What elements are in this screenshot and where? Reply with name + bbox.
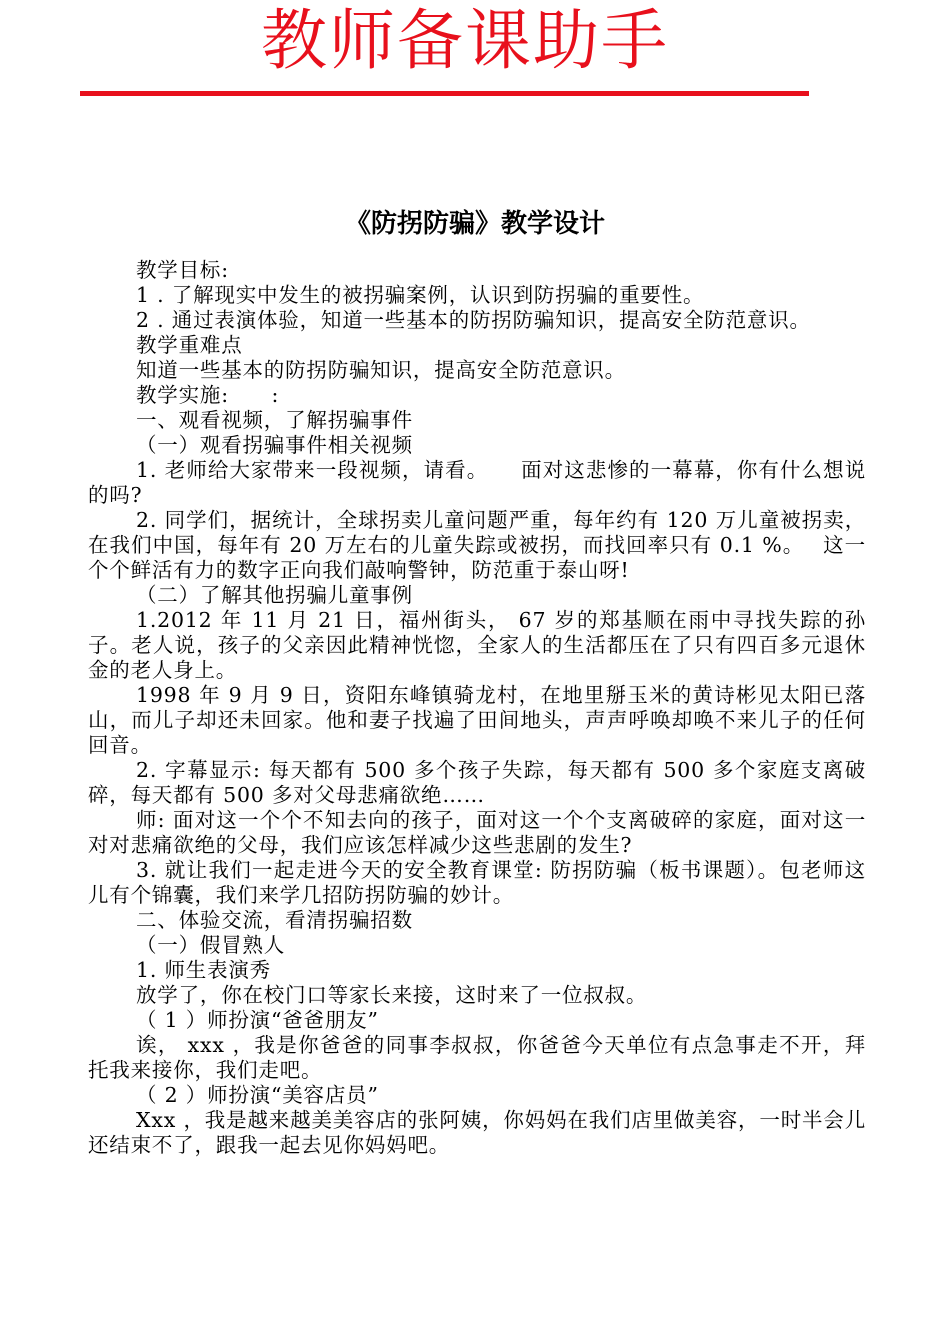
document-title: 《防拐防骗》教学设计 [344, 209, 605, 239]
document-body [88, 258, 866, 1158]
banner-title: 教师备课助手 [261, 2, 669, 79]
paragraph: 1998 年 9 月 9 日，资阳东峰镇骑龙村，在地里掰玉米的黄诗彬见太阳已落山，而儿子却还未回家。他和妻子找遍了田间地头，声声呼唤却唤不来儿子的任何回音。 [88, 683, 866, 757]
paragraph: 知道一些基本的防拐防骗知识，提高安全防范意识。 [136, 358, 626, 382]
paragraph: （一）假冒熟人 [136, 933, 286, 957]
paragraph: 3. 就让我们一起走进今天的安全教育课堂: 防拐防骗（板书课题）。包老师这儿有个锦囊，我们来学几招防拐防骗的妙计。 [88, 858, 866, 907]
paragraph: （二）了解其他拐骗儿童事例 [136, 583, 413, 607]
paragraph: 2 . 通过表演体验，知道一些基本的防拐防骗知识，提高安全防范意识。 [136, 308, 811, 332]
paragraph: Xxx ，我是越来越美美容店的张阿姨，你妈妈在我们店里做美容，一时半会儿还结束不了，跟我一起去见你妈妈吧。 [88, 1108, 866, 1157]
paragraph: 2. 字幕显示: 每天都有 500 多个孩子失踪，每天都有 500 多个家庭支离破碎，每天都有 500 多对父母悲痛欲绝…… [88, 758, 866, 807]
paragraph: 诶， xxx ，我是你爸爸的同事李叔叔，你爸爸今天单位有点急事走不开，拜托我来接你，我们走吧。 [88, 1033, 866, 1082]
paragraph: 师: 面对这一个个不知去向的孩子，面对这一个个支离破碎的家庭，面对这一对对悲痛欲绝的父母，我们应该怎样减少这些悲剧的发生? [88, 808, 866, 857]
paragraph: 放学了，你在校门口等家长来接，这时来了一位叔叔。 [136, 983, 648, 1007]
paragraph: 教学实施: : [136, 383, 280, 407]
banner-divider [80, 91, 809, 96]
paragraph: 二、体验交流，看清拐骗招数 [136, 908, 413, 932]
paragraph: 1 . 了解现实中发生的被拐骗案例，认识到防拐骗的重要性。 [136, 283, 705, 307]
paragraph: 教学目标: [136, 258, 229, 282]
paragraph: （ 1 ）师扮演“爸爸朋友” [136, 1008, 379, 1032]
paragraph: 1. 老师给大家带来一段视频，请看。 面对这悲惨的一幕幕，你有什么想说的吗? [88, 458, 866, 507]
paragraph: 2. 同学们，据统计，全球拐卖儿童问题严重，每年约有 120 万儿童被拐卖，在我们中国，每年有 20 万左右的儿童失踪或被拐，而找回率只有 0.1 %。 这一个个鲜活有力的数字正向我们敲响警钟，防范重于泰山呀! [88, 508, 866, 582]
paragraph: 一、观看视频，了解拐骗事件 [136, 408, 413, 432]
paragraph: 1. 师生表演秀 [136, 958, 271, 982]
paragraph: （一）观看拐骗事件相关视频 [136, 433, 413, 457]
paragraph: （ 2 ）师扮演“美容店员” [136, 1083, 379, 1107]
paragraph: 1.2012 年 11 月 21 日，福州街头， 67 岁的郑基顺在雨中寻找失踪的孙子。老人说，孩子的父亲因此精神恍惚，全家人的生活都压在了只有四百多元退休金的老人身上。 [88, 608, 866, 682]
paragraph: 教学重难点 [136, 333, 243, 357]
header-banner [0, 0, 950, 100]
